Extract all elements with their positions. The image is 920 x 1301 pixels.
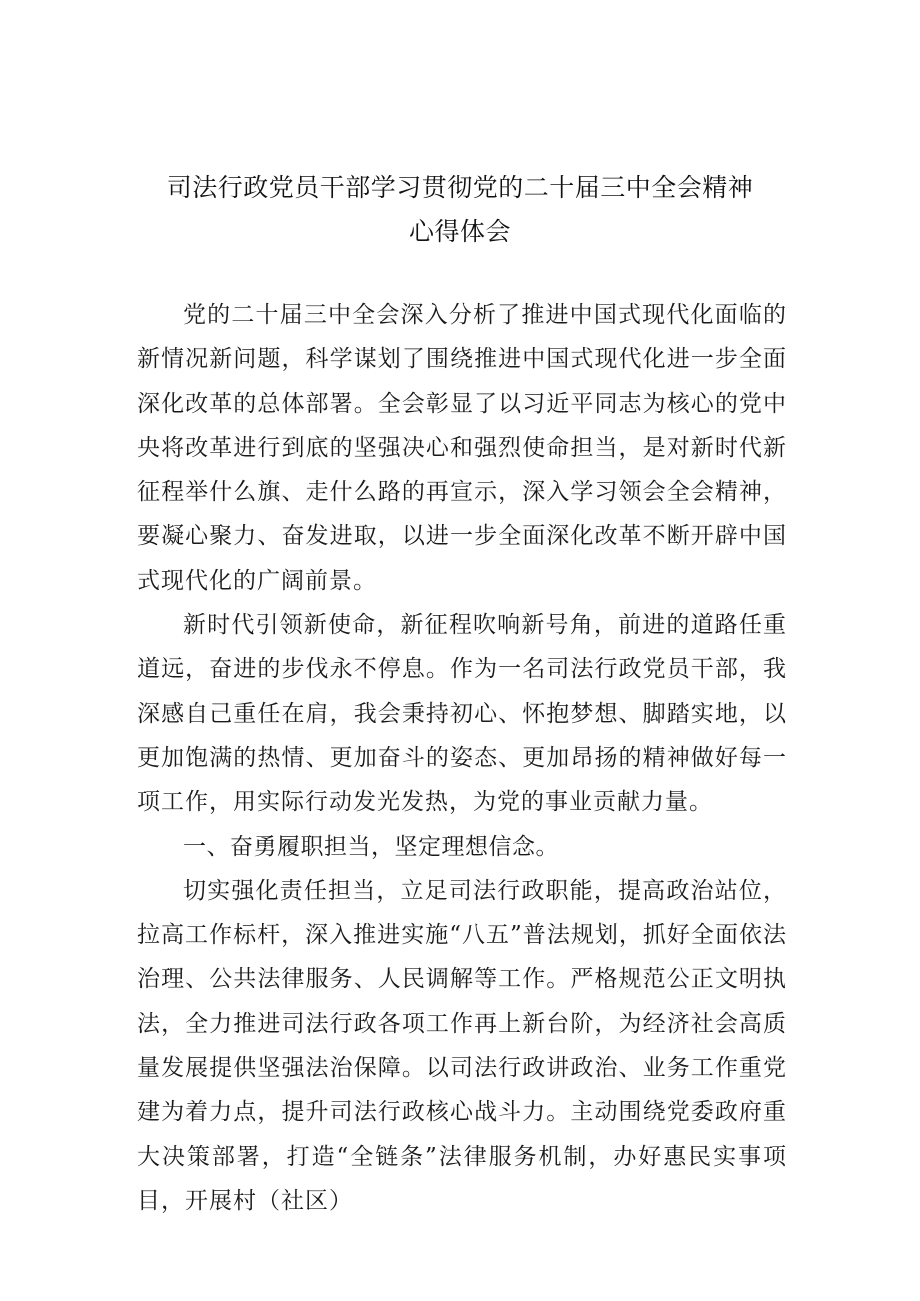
- document-title: [0, 166, 920, 254]
- title-line-2: 心得体会: [408, 217, 511, 246]
- title-line-1: 司法行政党员干部学习贯彻党的二十届三中全会精神: [166, 173, 754, 202]
- paragraph-intro: 党的二十届三中全会深入分析了推进中国式现代化面临的新情况新问题，科学谋划了围绕推进中国式现代化进一步全面深化改革的总体部署。全会彰显了以习近平同志为核心的党中央将改革进行到底的坚强决心和强烈使命担当，是对新时代新征程举什么旗、走什么路的再宣示，深入学习领会全会精神，要凝心聚力、奋发进取，以进一步全面深化改革不断开辟中国式现代化的广阔前景。: [137, 302, 787, 594]
- section-heading-1: 一、奋勇履职担当，坚定理想信念。: [183, 833, 559, 860]
- document-body: [137, 293, 787, 1223]
- paragraph-commitment: 新时代引领新使命，新征程吹响新号角，前进的道路任重道远，奋进的步伐永不停息。作为一名司法行政党员干部，我深感自己重任在肩，我会秉持初心、怀抱梦想、脚踏实地，以更加饱满的热情、更加奋斗的姿态、更加昂扬的精神做好每一项工作，用实际行动发光发热，为党的事业贡献力量。: [137, 612, 787, 816]
- paragraph-section-1: 切实强化责任担当，立足司法行政职能，提高政治站位，拉高工作标杆，深入推进实施“八五”普法规划，抓好全面依法治理、公共法律服务、人民调解等工作。严格规范公正文明执法，全力推进司法行政各项工作再上新台阶，为经济社会高质量发展提供坚强法治保障。以司法行政讲政治、业务工作重党建为着力点，提升司法行政核心战斗力。主动围绕党委政府重大决策部署，打造“全链条”法律服务机制，办好惠民实事项目，开展村（社区）: [137, 877, 787, 1214]
